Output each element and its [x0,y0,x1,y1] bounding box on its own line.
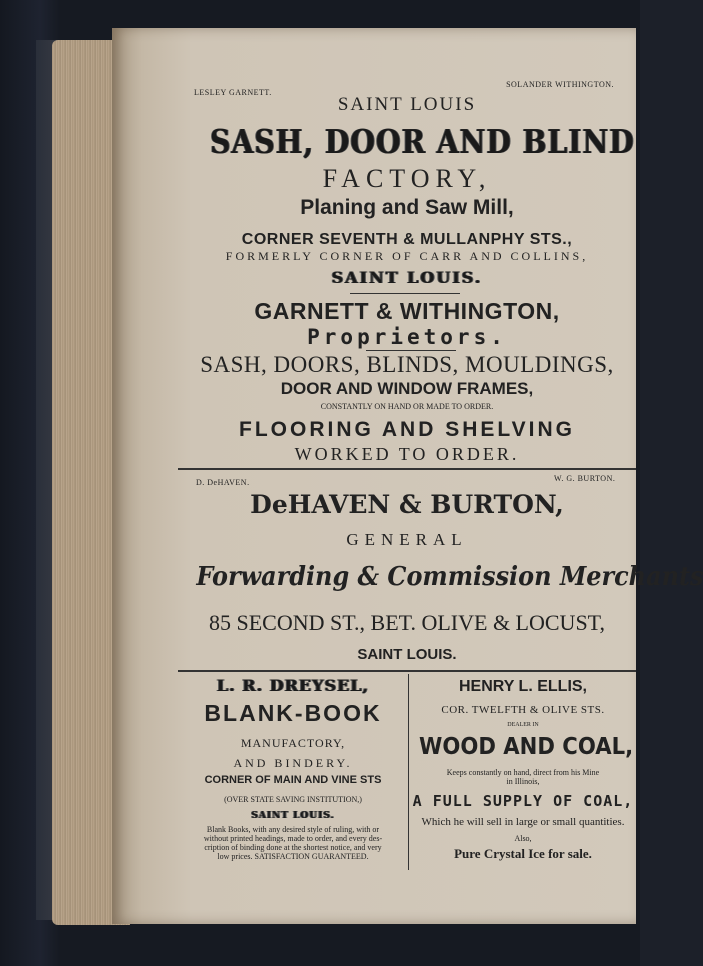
wood-coal-title: WOOD AND COAL, [419,734,634,760]
left-proprietor-name: LESLEY GARNETT. [194,88,272,97]
flooring-line: FLOORING AND SHELVING [239,418,575,441]
ellis-corner: COR. TWELFTH & OLIVE STS. [441,704,605,716]
right-proprietor-name: SOLANDER WITHINGTON. [506,80,614,89]
factory-title: SASH, DOOR AND BLIND [210,122,635,161]
products-line: SASH, DOORS, BLINDS, MOULDINGS, [200,352,614,377]
city-heading: SAINT LOUIS [337,94,477,115]
manufactory-label: MANUFACTORY, [240,736,346,750]
divider [350,293,460,294]
dreysel-city: SAINT LOUIS. [251,811,335,821]
section-rule [178,670,636,672]
city-line: SAINT LOUIS. [331,268,483,287]
firm-name-2: DeHAVEN & BURTON, [250,490,564,519]
firm-name: GARNETT & WITHINGTON, [254,298,560,324]
coal-supply: A FULL SUPPLY OF COAL, [412,792,634,810]
city-line-2: SAINT LOUIS. [357,646,457,663]
ellis-name: HENRY L. ELLIS, [458,678,587,695]
column-divider [408,674,409,870]
keeps-text [410,768,636,786]
planing-mill: Planing and Saw Mill, [300,196,514,219]
also-label: Also, [514,834,532,843]
section-rule [178,468,636,470]
general-label: GENERAL [346,530,468,549]
sell-line: Which he will sell in large or small quantities. [421,816,625,828]
ice-line: Pure Crystal Ice for sale. [454,846,592,861]
address-line: 85 SECOND ST., BET. OLIVE & LOCUST, [209,610,605,635]
description-line: Blank Books, with any desired style of ruling, with or [206,825,380,834]
formerly-address: FORMERLY CORNER OF CARR AND COLLINS, [225,249,589,263]
factory-word: FACTORY, [322,164,492,193]
divider [366,350,456,351]
blank-book-title: BLANK-BOOK [204,700,382,726]
keeps-line: in Illinois, [506,777,540,786]
description-line: cription of binding done at the shortest notice, and very [204,843,382,852]
frames-line: DOOR AND WINDOW FRAMES, [280,379,534,398]
partner-right: W. G. BURTON. [554,474,616,483]
partner-left: D. DeHAVEN. [196,478,250,487]
description-line: without printed headings, made to order, and every des- [203,834,383,843]
blank-book-description [180,825,406,861]
constantly-line: CONSTANTLY ON HAND OR MADE TO ORDER. [320,402,494,411]
keeps-line: Keeps constantly on hand, direct from his Mine [446,768,600,777]
over-institution: (OVER STATE SAVING INSTITUTION,) [224,795,362,804]
business-line: Forwarding & Commission Merchants [196,562,703,592]
dreysel-corner: CORNER OF MAIN AND VINE STS [204,774,382,786]
worked-line: WORKED TO ORDER. [294,444,520,464]
bindery-label: AND BINDERY. [233,756,353,770]
proprietors-label: Proprietors. [307,325,507,349]
corner-address: CORNER SEVENTH & MULLANPHY STS., [241,231,573,248]
dealer-label: DEALER IN [507,722,539,728]
description-line: low prices. SATISFACTION GUARANTEED. [217,852,369,861]
dreysel-name: L. R. DREYSEL, [216,676,370,695]
